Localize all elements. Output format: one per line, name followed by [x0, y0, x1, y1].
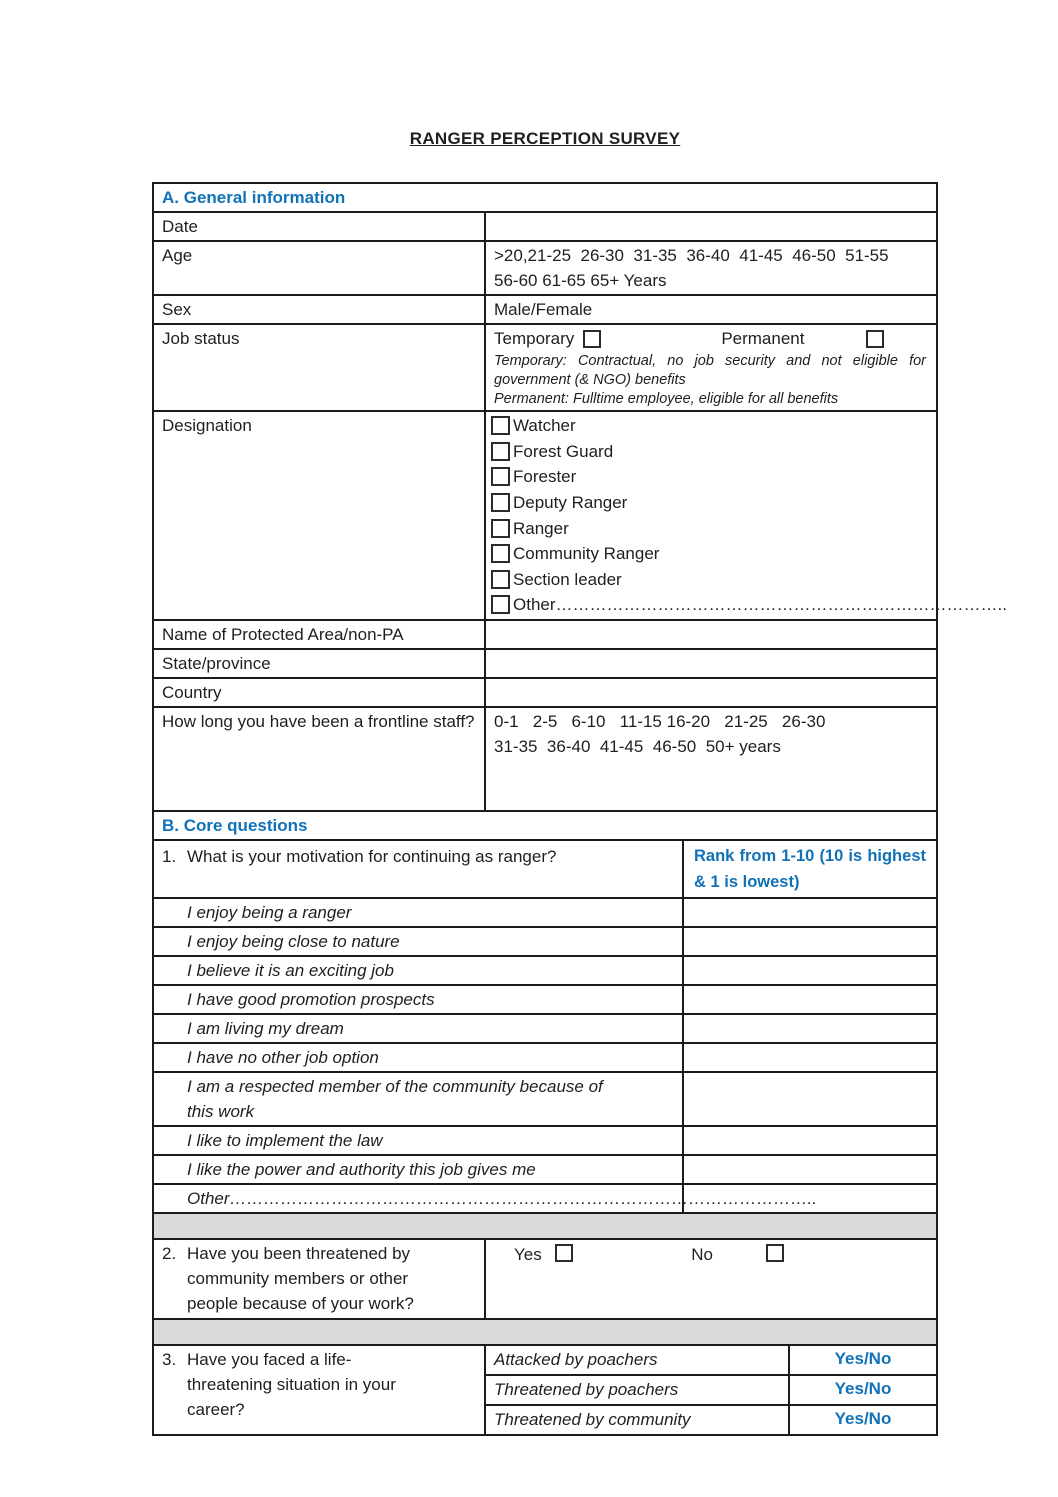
q1-option-row: [154, 926, 936, 955]
designation-option-label: Ranger: [513, 518, 569, 538]
question-1: [154, 841, 682, 897]
designation-option-label: Deputy Ranger: [513, 493, 628, 513]
state-province-label: State/province: [162, 653, 271, 673]
q3-item-label: Attacked by poachers: [494, 1349, 658, 1369]
q1-option-row: [154, 1183, 936, 1212]
q1-rank-cell[interactable]: [682, 1156, 936, 1183]
sex-label: Sex: [162, 300, 192, 319]
section-b-header: B. Core questions: [162, 815, 308, 835]
permanent-label: Permanent: [721, 329, 805, 348]
age-options-line1: >20,21-25 26-30 31-35 36-40 41-45 46-50 51-55: [494, 246, 889, 265]
country-label: Country: [162, 682, 222, 702]
country-answer-cell[interactable]: [484, 679, 936, 706]
permanent-definition-note: Permanent: Fulltime employee, eligible for all benefits: [494, 391, 839, 407]
q1-option-exciting-job: I believe it is an exciting job: [187, 960, 394, 980]
designation-option-forester: [491, 464, 928, 490]
protected-area-label: Name of Protected Area/non-PA: [162, 624, 404, 644]
designation-option-other: [491, 592, 1007, 618]
sex-options-cell[interactable]: [484, 296, 936, 323]
designation-option-label: Community Ranger: [513, 544, 660, 564]
temporary-checkbox[interactable]: [583, 330, 601, 348]
section-a-header-row: [154, 184, 936, 211]
job-status-cell: [484, 325, 936, 410]
question-3: [154, 1346, 484, 1434]
q2-no-label: No: [691, 1244, 713, 1264]
designation-option-label: Section leader: [513, 569, 622, 589]
q1-rank-cell[interactable]: [682, 1127, 936, 1154]
section-b-header-row: [154, 810, 936, 839]
question-2-row: [154, 1238, 936, 1318]
sex-row: [154, 294, 936, 323]
date-answer-cell[interactable]: [484, 213, 936, 240]
designation-option-label: Forester: [513, 467, 577, 487]
q3-yes-no-choice[interactable]: Yes/No: [788, 1346, 936, 1374]
tenure-options-line2: 31-35 36-40 41-45 46-50 50+ years: [494, 736, 781, 756]
q3-item-threatened-by-poachers: [486, 1374, 936, 1404]
question-2-text: Have you been threatened by community members or other people because of your work?: [187, 1243, 414, 1313]
q3-yes-no-choice[interactable]: Yes/No: [788, 1376, 936, 1404]
q1-option-row: [154, 1013, 936, 1042]
watcher-checkbox[interactable]: [491, 416, 510, 435]
sex-options: Male/Female: [494, 300, 593, 319]
q3-answer-grid: [484, 1346, 936, 1434]
question-2: [154, 1240, 484, 1318]
question-3-row: [154, 1344, 936, 1434]
q1-rank-cell[interactable]: [682, 1185, 936, 1212]
q1-rank-cell[interactable]: [682, 957, 936, 984]
q2-no-checkbox[interactable]: [766, 1244, 784, 1262]
state-province-answer-cell[interactable]: [484, 650, 936, 677]
q1-rank-cell[interactable]: [682, 1073, 936, 1125]
question-3-text: Have you faced a life-threatening situation in your career?: [187, 1349, 396, 1419]
question-1-number: 1.: [162, 846, 177, 866]
designation-option-ranger: [491, 515, 928, 541]
question-3-number: 3.: [162, 1349, 177, 1369]
q3-item-threatened-by-community: [486, 1404, 936, 1434]
q1-option-enjoy-ranger: I enjoy being a ranger: [187, 902, 352, 922]
q1-rank-cell[interactable]: [682, 899, 936, 926]
q1-option-other: Other…………………………………………………………………………………………..: [187, 1188, 817, 1208]
permanent-checkbox[interactable]: [866, 330, 884, 348]
age-label: Age: [162, 246, 193, 265]
q1-rank-cell[interactable]: [682, 928, 936, 955]
q1-option-respected-member: I am a respected member of the community because of this work: [187, 1076, 603, 1121]
question-2-number: 2.: [162, 1243, 177, 1263]
designation-options-cell: [484, 412, 1007, 619]
date-row: [154, 211, 936, 240]
q2-answer-cell: [484, 1240, 936, 1318]
q2-yes-checkbox[interactable]: [555, 1244, 573, 1262]
designation-option-section-leader: [491, 567, 928, 593]
protected-area-row: [154, 619, 936, 648]
designation-option-label: Watcher: [513, 416, 576, 436]
separator-row: [154, 1212, 936, 1238]
q1-rank-cell[interactable]: [682, 1044, 936, 1071]
protected-area-answer-cell[interactable]: [484, 621, 936, 648]
q1-option-row: [154, 1042, 936, 1071]
q1-option-implement-law: I like to implement the law: [187, 1130, 383, 1150]
q2-yes-label: Yes: [514, 1244, 542, 1264]
q1-option-row: [154, 1071, 936, 1125]
q1-option-row: [154, 897, 936, 926]
section-leader-checkbox[interactable]: [491, 570, 510, 589]
q1-option-no-other-job: I have no other job option: [187, 1047, 379, 1067]
age-options-cell[interactable]: [484, 242, 936, 294]
q1-option-row: [154, 984, 936, 1013]
q1-rank-instruction: Rank from 1-10 (10 is highest & 1 is lowest): [682, 841, 936, 897]
page-title: RANGER PERCEPTION SURVEY: [409, 129, 681, 148]
age-row: [154, 240, 936, 294]
q1-rank-cell[interactable]: [682, 1015, 936, 1042]
date-label: Date: [162, 217, 198, 236]
job-status-row: [154, 323, 936, 410]
q3-item-label: Threatened by poachers: [494, 1379, 679, 1399]
q1-option-row: [154, 1154, 936, 1183]
tenure-row: [154, 706, 936, 810]
question-1-text: What is your motivation for continuing as ranger?: [187, 846, 557, 866]
designation-option-watcher: [491, 413, 928, 439]
section-a-header: A. General information: [162, 188, 346, 207]
designation-option-deputy-ranger: [491, 490, 928, 516]
q3-item-attacked-by-poachers: [486, 1346, 936, 1374]
tenure-label: How long you have been a frontline staff?: [162, 711, 475, 731]
forest-guard-checkbox[interactable]: [491, 442, 510, 461]
temporary-label: Temporary: [494, 329, 575, 348]
designation-row: [154, 410, 1007, 619]
designation-option-label: Other……………………………………………………………………..: [513, 595, 1007, 615]
other-designation-checkbox[interactable]: [491, 595, 510, 614]
q1-rank-cell[interactable]: [682, 986, 936, 1013]
q1-option-promotion-prospects: I have good promotion prospects: [187, 989, 435, 1009]
temporary-definition-note: Temporary: Contractual, no job security and not eligible for government (& NGO) benefits: [494, 353, 926, 388]
age-options-line2: 56-60 61-65 65+ Years: [494, 271, 667, 290]
community-ranger-checkbox[interactable]: [491, 544, 510, 563]
country-row: [154, 677, 936, 706]
question-1-row: [154, 839, 936, 897]
q1-option-living-my-dream: I am living my dream: [187, 1018, 344, 1038]
q3-item-label: Threatened by community: [494, 1409, 691, 1429]
survey-table: [152, 182, 1007, 1436]
state-province-row: [154, 648, 936, 677]
tenure-options-cell[interactable]: [484, 708, 936, 810]
q1-option-close-to-nature: I enjoy being close to nature: [187, 931, 400, 951]
ranger-checkbox[interactable]: [491, 519, 510, 538]
tenure-options-line1: 0-1 2-5 6-10 11-15 16-20 21-25 26-30: [494, 711, 826, 731]
q1-option-row: [154, 1125, 936, 1154]
survey-document: [152, 128, 1007, 1436]
designation-option-label: Forest Guard: [513, 441, 614, 461]
job-status-choices: [494, 326, 928, 352]
separator-row: [154, 1318, 936, 1344]
job-status-label: Job status: [162, 329, 240, 348]
designation-label: Designation: [162, 416, 252, 435]
q3-yes-no-choice[interactable]: Yes/No: [788, 1406, 936, 1434]
deputy-ranger-checkbox[interactable]: [491, 493, 510, 512]
designation-option-forest-guard: [491, 439, 928, 465]
q1-option-row: [154, 955, 936, 984]
designation-option-community-ranger: [491, 541, 928, 567]
forester-checkbox[interactable]: [491, 467, 510, 486]
q1-option-power-authority: I like the power and authority this job gives me: [187, 1159, 536, 1179]
